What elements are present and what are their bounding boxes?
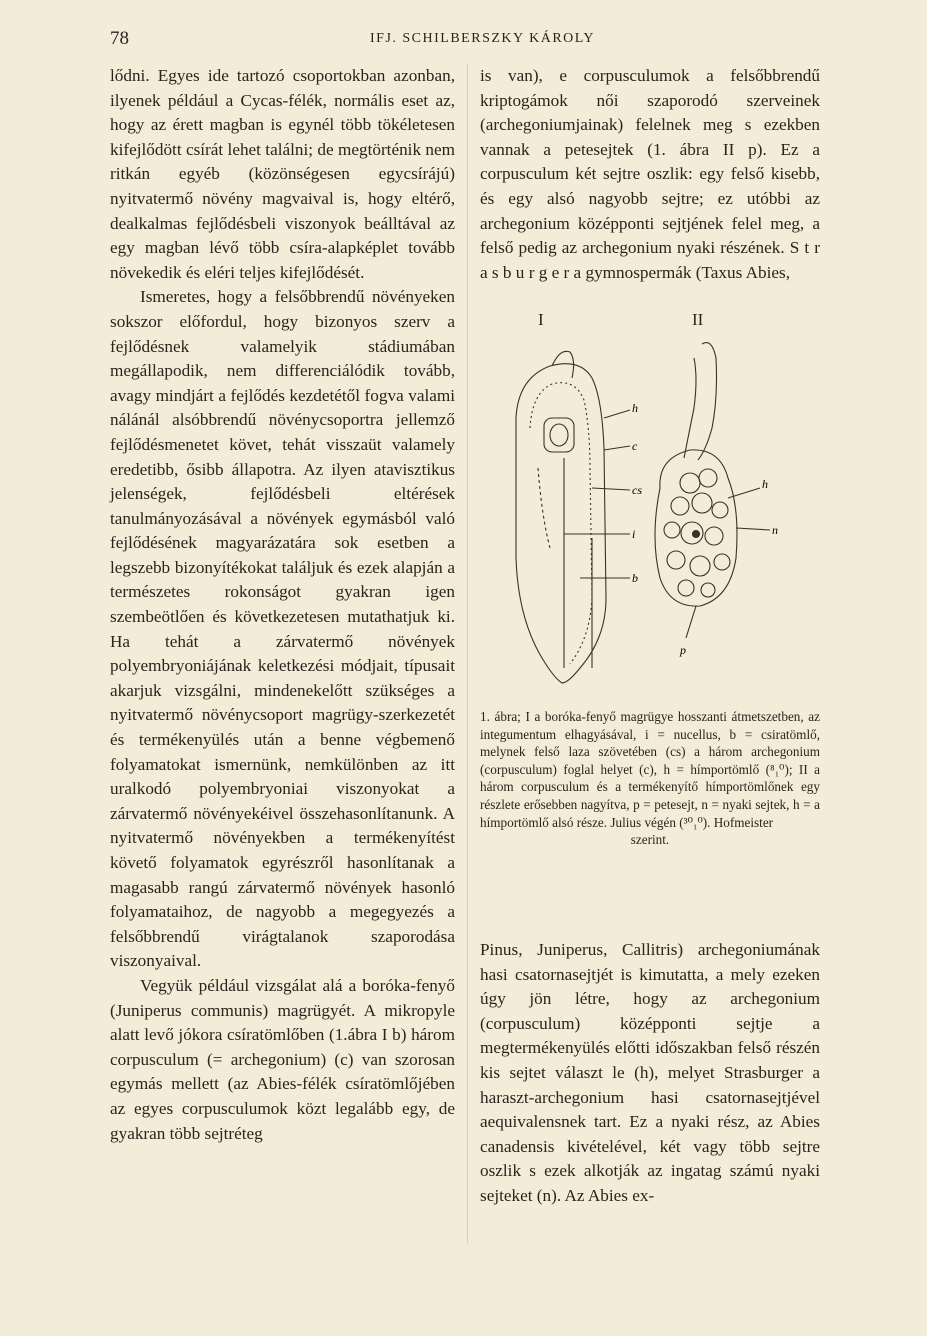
paragraph-2: Ismeretes, hogy a felsőbbrendű növényeken sokszor előfordul, hogy bizonyos szerv a fejlődésnek valamelyik stádiumában megállapodik, nem differenciálódik tovább, avagy mindjárt a fejlődés kezdetétől fogva valami nálánál alsóbbrendű növénycsoportra jellemző fejlődésmenetet követ, tehát visszaüt valamely eredetibb, ősibb állapotra. Az ilyen atavisztikus jelenségek, fejlődésbeli eltérések tanulmányozásával a növények egymásból való fejlődésének magyarázatára sok esetben a legszebb bizonyítékokat találjuk és ezek alapján a természetes rokonságot gyakran igen szembeötlően és következetesen mutathatjuk ki. Ha tehát a zárvatermő növények polyembryoniájának keletkezési módjait, típusait akarjuk vizsgálni, mindenekelőtt szükséges a nyitvatermő növénycsoport magrügy-szerkezetét és termékenyülés után a benne végbemenő folyamatokat ismernünk, nemkülönben az itt uralkodó polyembryoniai viszonyokat a zárvatermő növényekéivel összehasonlítanunk. A nyitvatermő növényekben a termékenyítést követő folyamatok egyrészről hasonlítanak a magasabb rangú zárvatermő növények hasonló folyamataihoz, de nagyobb a megegyezés a felsőbbrendű virágtalanok szaporodása viszonyaival. [110, 287, 455, 971]
label-p: p [680, 643, 686, 657]
drawing-i [516, 351, 630, 683]
label-h-1: h [632, 401, 638, 415]
right-column-bottom [480, 938, 820, 1209]
caption-last-line: szerint. [630, 832, 670, 848]
paragraph-1: lődni. Egyes ide tartozó csoportokban azonban, ilyenek például a Cycas-félék, normális eset az, hogy az érett magban is egynél több tökéletesen kifejlődött csírát lehet találni; de megtörténik nem ritkán egyéb (közönségesen egycsírájú) nyitvatermő növény magvaival is, hogy eltérő, dealkalmas fejlődésbeli viszonyok beálltával az egy magban lévő több csíra-alapképlet tovább növekedik és eléri teljes kifejlődését. [110, 66, 455, 282]
caption-text: 1. ábra; I a boróka-fenyő magrügye hosszanti átmetszetben, az integumentum elhagyásával, i = nucellus, b = csiratömlő, melynek felső laza szövetében (cs) a három archegonium (corpusculum) foglal helyet (c), h = hímportömlő (⁸₁⁰); II a három corpusculum és a termékenyítő hímportömlőnek egy részlete erősebben nagyítva, p = petesejt, n = nyaki sejtek, h = a hímportömlő alsó része. Julius végén (³⁰₁⁰). Hofmeister [480, 709, 820, 830]
figure-label-ii: II [692, 310, 704, 329]
botanical-illustration [480, 338, 820, 698]
label-c: c [632, 439, 638, 453]
drawing-ii [655, 343, 770, 638]
paragraph-right-bottom: Pinus, Juniperus, Callitris) archegoniumának hasi csatornasejtjét is kimutatta, a mely ezeken úgy jön létre, hogy az archegonium (corpusculum) középponti sejtje a megtermékenyülés előtti időszakban felső részén kis sejtet választ le (h), melyet Strasburger a haraszt-archegonium hasi csatornasejtjével aequivalensnek tart. Ez a nyaki rész, az Abies canadensis kivételével, két vagy több sejtre oszlik s ezek alkotják az ingatag számú nyaki sejteket (n). Az Abies ex- [480, 940, 820, 1205]
right-column-top [480, 64, 820, 285]
figure-label-i: I [538, 310, 544, 329]
column-divider [467, 64, 468, 1244]
left-column [110, 64, 455, 1146]
figure-caption [480, 708, 820, 849]
running-head: IFJ. SCHILBERSZKY KÁROLY [370, 31, 596, 46]
paragraph-3: Vegyük például vizsgálat alá a boróka-fenyő (Juniperus communis) magrügyét. A mikropyle alatt levő jókora csíratömlőben (1.ábra I b) három corpusculum (= archegonium) (c) van szorosan egymás mellett (az Abies-félék csíratömlőjében az egyes corpusculumok közt legalább egy, de gyakran több sejtréteg [110, 975, 455, 1143]
figure-1 [480, 310, 820, 700]
label-h-2: h [762, 477, 768, 491]
label-cs: cs [632, 483, 642, 497]
page-number: 78 [110, 28, 129, 49]
paragraph-right-top: is van), e corpusculumok a felsőbbrendű kriptogámok női szaporodó szerveinek (archegoniumjainak) felelnek meg s ezekben vannak a petesejtek (1. ábra II p). Ez a corpusculum két sejtre oszlik: egy felső kisebb, és egy alsó nagyobb sejtre; ez utóbbi az archegonium középponti sejtjének felel meg, a felső pedig az archegonium nyaki részének. S t r a s b u r g e r a gymnospermák (Taxus Abies, [480, 66, 820, 282]
page-header [110, 28, 820, 50]
label-i: i [632, 527, 636, 541]
label-n: n [772, 523, 778, 537]
label-b: b [632, 571, 638, 585]
